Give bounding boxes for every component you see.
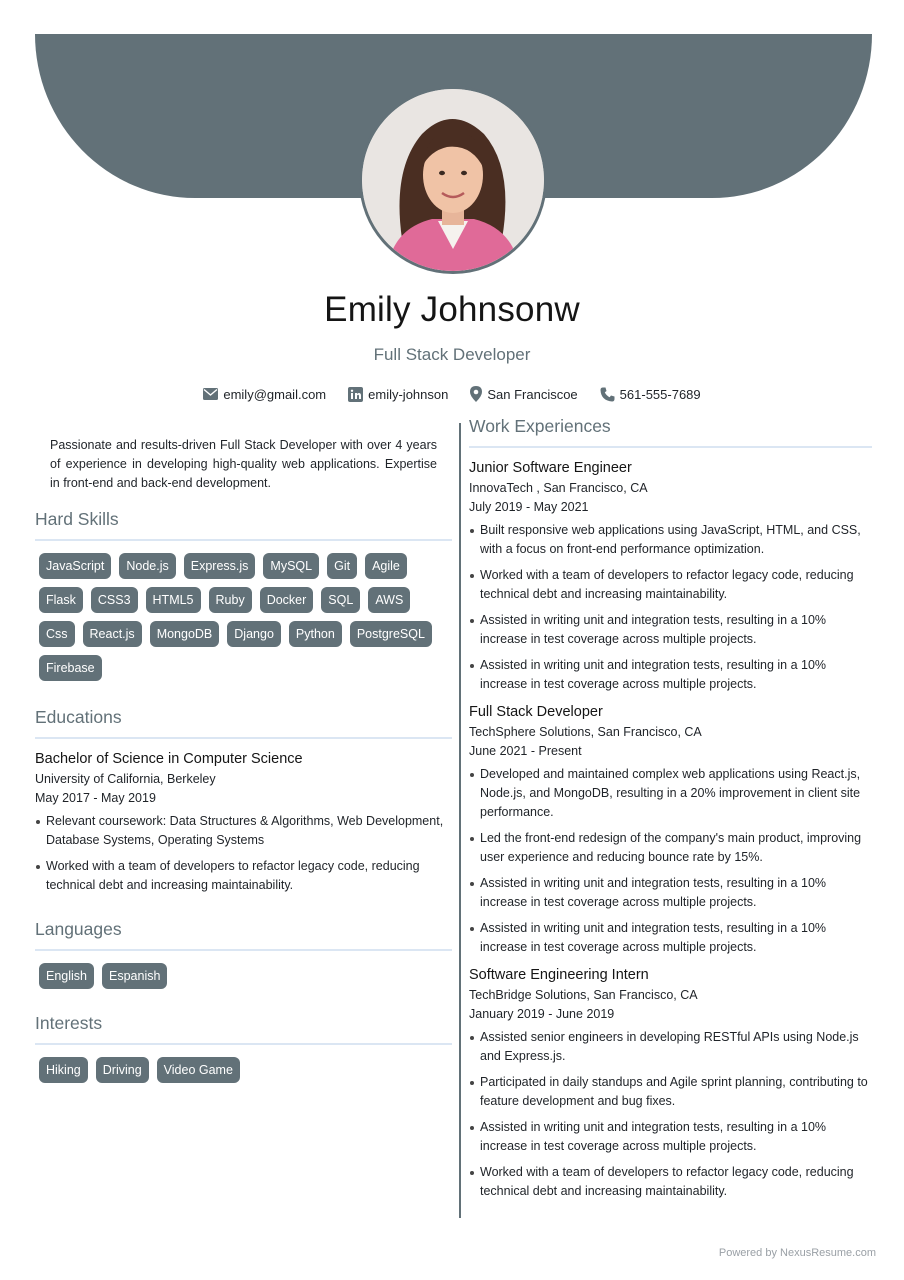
work-heading: Work Experiences (469, 416, 872, 448)
job-dates: July 2019 - May 2021 (469, 500, 589, 514)
education-bullets (35, 812, 452, 895)
contact-location-text: San Franciscoe (487, 386, 578, 402)
phone-icon (600, 387, 615, 402)
job-company: TechBridge Solutions, San Francisco, CA (469, 988, 698, 1002)
education-section (35, 707, 452, 895)
job-bullet: Worked with a team of developers to refactor legacy code, reducing technical debt and increasing maintainability. (469, 1163, 872, 1201)
job-bullet: Assisted in writing unit and integration tests, resulting in a 10% increase in test coverage across multiple projects. (469, 919, 872, 957)
person-illustration (362, 89, 544, 271)
interest-chip: Driving (96, 1057, 149, 1083)
language-chip: English (39, 963, 94, 989)
skill-chip: Ruby (209, 587, 252, 613)
education-dates: May 2017 - May 2019 (35, 791, 156, 805)
candidate-name: Emily Johnsonw (324, 290, 580, 329)
linkedin-icon (348, 387, 363, 402)
footer-credit[interactable]: Powered by NexusResume.com (718, 1247, 876, 1259)
skill-chip: MongoDB (150, 621, 220, 647)
job-bullets (469, 765, 872, 957)
column-divider (459, 423, 461, 1218)
language-chip: Espanish (102, 963, 167, 989)
education-bullet: Relevant coursework: Data Structures & Algorithms, Web Development, Database Systems, Operating Systems (35, 812, 452, 850)
skill-chip: Django (227, 621, 281, 647)
job-company: InnovaTech , San Francisco, CA (469, 481, 648, 495)
contact-phone-text: 561-555-7689 (619, 386, 701, 402)
job-bullet: Worked with a team of developers to refactor legacy code, reducing technical debt and increasing maintainability. (469, 566, 872, 604)
hard-skills-section (35, 509, 452, 681)
job-entry (469, 704, 872, 957)
skill-chip: Express.js (184, 553, 256, 579)
job-bullet: Assisted in writing unit and integration tests, resulting in a 10% increase in test coverage across multiple projects. (469, 611, 872, 649)
job-entry (469, 460, 872, 694)
education-bullet: Worked with a team of developers to refactor legacy code, reducing technical debt and increasing maintainability. (35, 857, 452, 895)
interest-chip: Video Game (157, 1057, 240, 1083)
job-dates: January 2019 - June 2019 (469, 1007, 615, 1021)
skill-chip: Docker (260, 587, 314, 613)
job-bullet: Built responsive web applications using JavaScript, HTML, and CSS, with a focus on front-end performance optimization. (469, 521, 872, 559)
skill-chip: Node.js (119, 553, 175, 579)
skill-chip: Css (39, 621, 75, 647)
skill-chip: CSS3 (91, 587, 138, 613)
skill-chip: Agile (365, 553, 407, 579)
contact-email[interactable] (203, 386, 326, 402)
languages-list (35, 963, 452, 989)
skill-chip: Firebase (39, 655, 102, 681)
email-icon (203, 388, 218, 400)
skill-chip: React.js (83, 621, 142, 647)
skill-chip: AWS (368, 587, 410, 613)
skill-chip: MySQL (263, 553, 319, 579)
job-bullet: Led the front-end redesign of the company's main product, improving user experience and reducing bounce rate by 15%. (469, 829, 872, 867)
job-company: TechSphere Solutions, San Francisco, CA (469, 725, 702, 739)
right-column (469, 416, 872, 1211)
skill-chip: Python (289, 621, 342, 647)
interests-heading: Interests (35, 1013, 452, 1045)
skill-chip: SQL (321, 587, 360, 613)
job-title: Full Stack Developer (469, 704, 603, 720)
job-bullets (469, 521, 872, 694)
skill-chip: PostgreSQL (350, 621, 432, 647)
interests-section (35, 1013, 452, 1083)
contact-phone[interactable] (600, 386, 701, 402)
skill-chip: Flask (39, 587, 83, 613)
skill-chip: HTML5 (146, 587, 201, 613)
job-bullet: Assisted in writing unit and integration tests, resulting in a 10% increase in test coverage across multiple projects. (469, 656, 872, 694)
job-bullet: Assisted senior engineers in developing RESTful APIs using Node.js and Express.js. (469, 1028, 872, 1066)
job-title: Software Engineering Intern (469, 967, 649, 983)
contact-location (470, 386, 577, 402)
job-title: Junior Software Engineer (469, 460, 632, 476)
contact-linkedin[interactable] (348, 386, 448, 402)
skill-chip: JavaScript (39, 553, 111, 579)
job-dates: June 2021 - Present (469, 744, 582, 758)
contact-linkedin-text: emily-johnson (368, 386, 449, 402)
contact-email-text: emily@gmail.com (223, 386, 327, 402)
left-column (35, 436, 452, 1083)
education-school: University of California, Berkeley (35, 772, 216, 786)
interests-list (35, 1057, 452, 1083)
education-degree: Bachelor of Science in Computer Science (35, 751, 303, 767)
job-bullet: Developed and maintained complex web applications using React.js, Node.js, and MongoDB, resulting in a 20% improvement in client site performance. (469, 765, 872, 822)
languages-heading: Languages (35, 919, 452, 951)
interest-chip: Hiking (39, 1057, 88, 1083)
candidate-title: Full Stack Developer (373, 345, 531, 364)
hard-skills-heading: Hard Skills (35, 509, 452, 541)
job-bullets (469, 1028, 872, 1201)
job-bullet: Assisted in writing unit and integration tests, resulting in a 10% increase in test coverage across multiple projects. (469, 1118, 872, 1156)
job-entry (469, 967, 872, 1201)
job-bullet: Assisted in writing unit and integration tests, resulting in a 10% increase in test coverage across multiple projects. (469, 874, 872, 912)
skill-chip: Git (327, 553, 357, 579)
profile-photo (359, 86, 547, 274)
hard-skills-list (35, 553, 452, 681)
profile-summary: Passionate and results-driven Full Stack Developer with over 4 years of experience in developing high-quality web applications. Expertise in front-end and back-end development. (50, 438, 437, 490)
languages-section (35, 919, 452, 989)
location-icon (470, 386, 482, 402)
contact-bar (0, 386, 904, 402)
job-bullet: Participated in daily standups and Agile sprint planning, contributing to feature development and bug fixes. (469, 1073, 872, 1111)
education-heading: Educations (35, 707, 452, 739)
